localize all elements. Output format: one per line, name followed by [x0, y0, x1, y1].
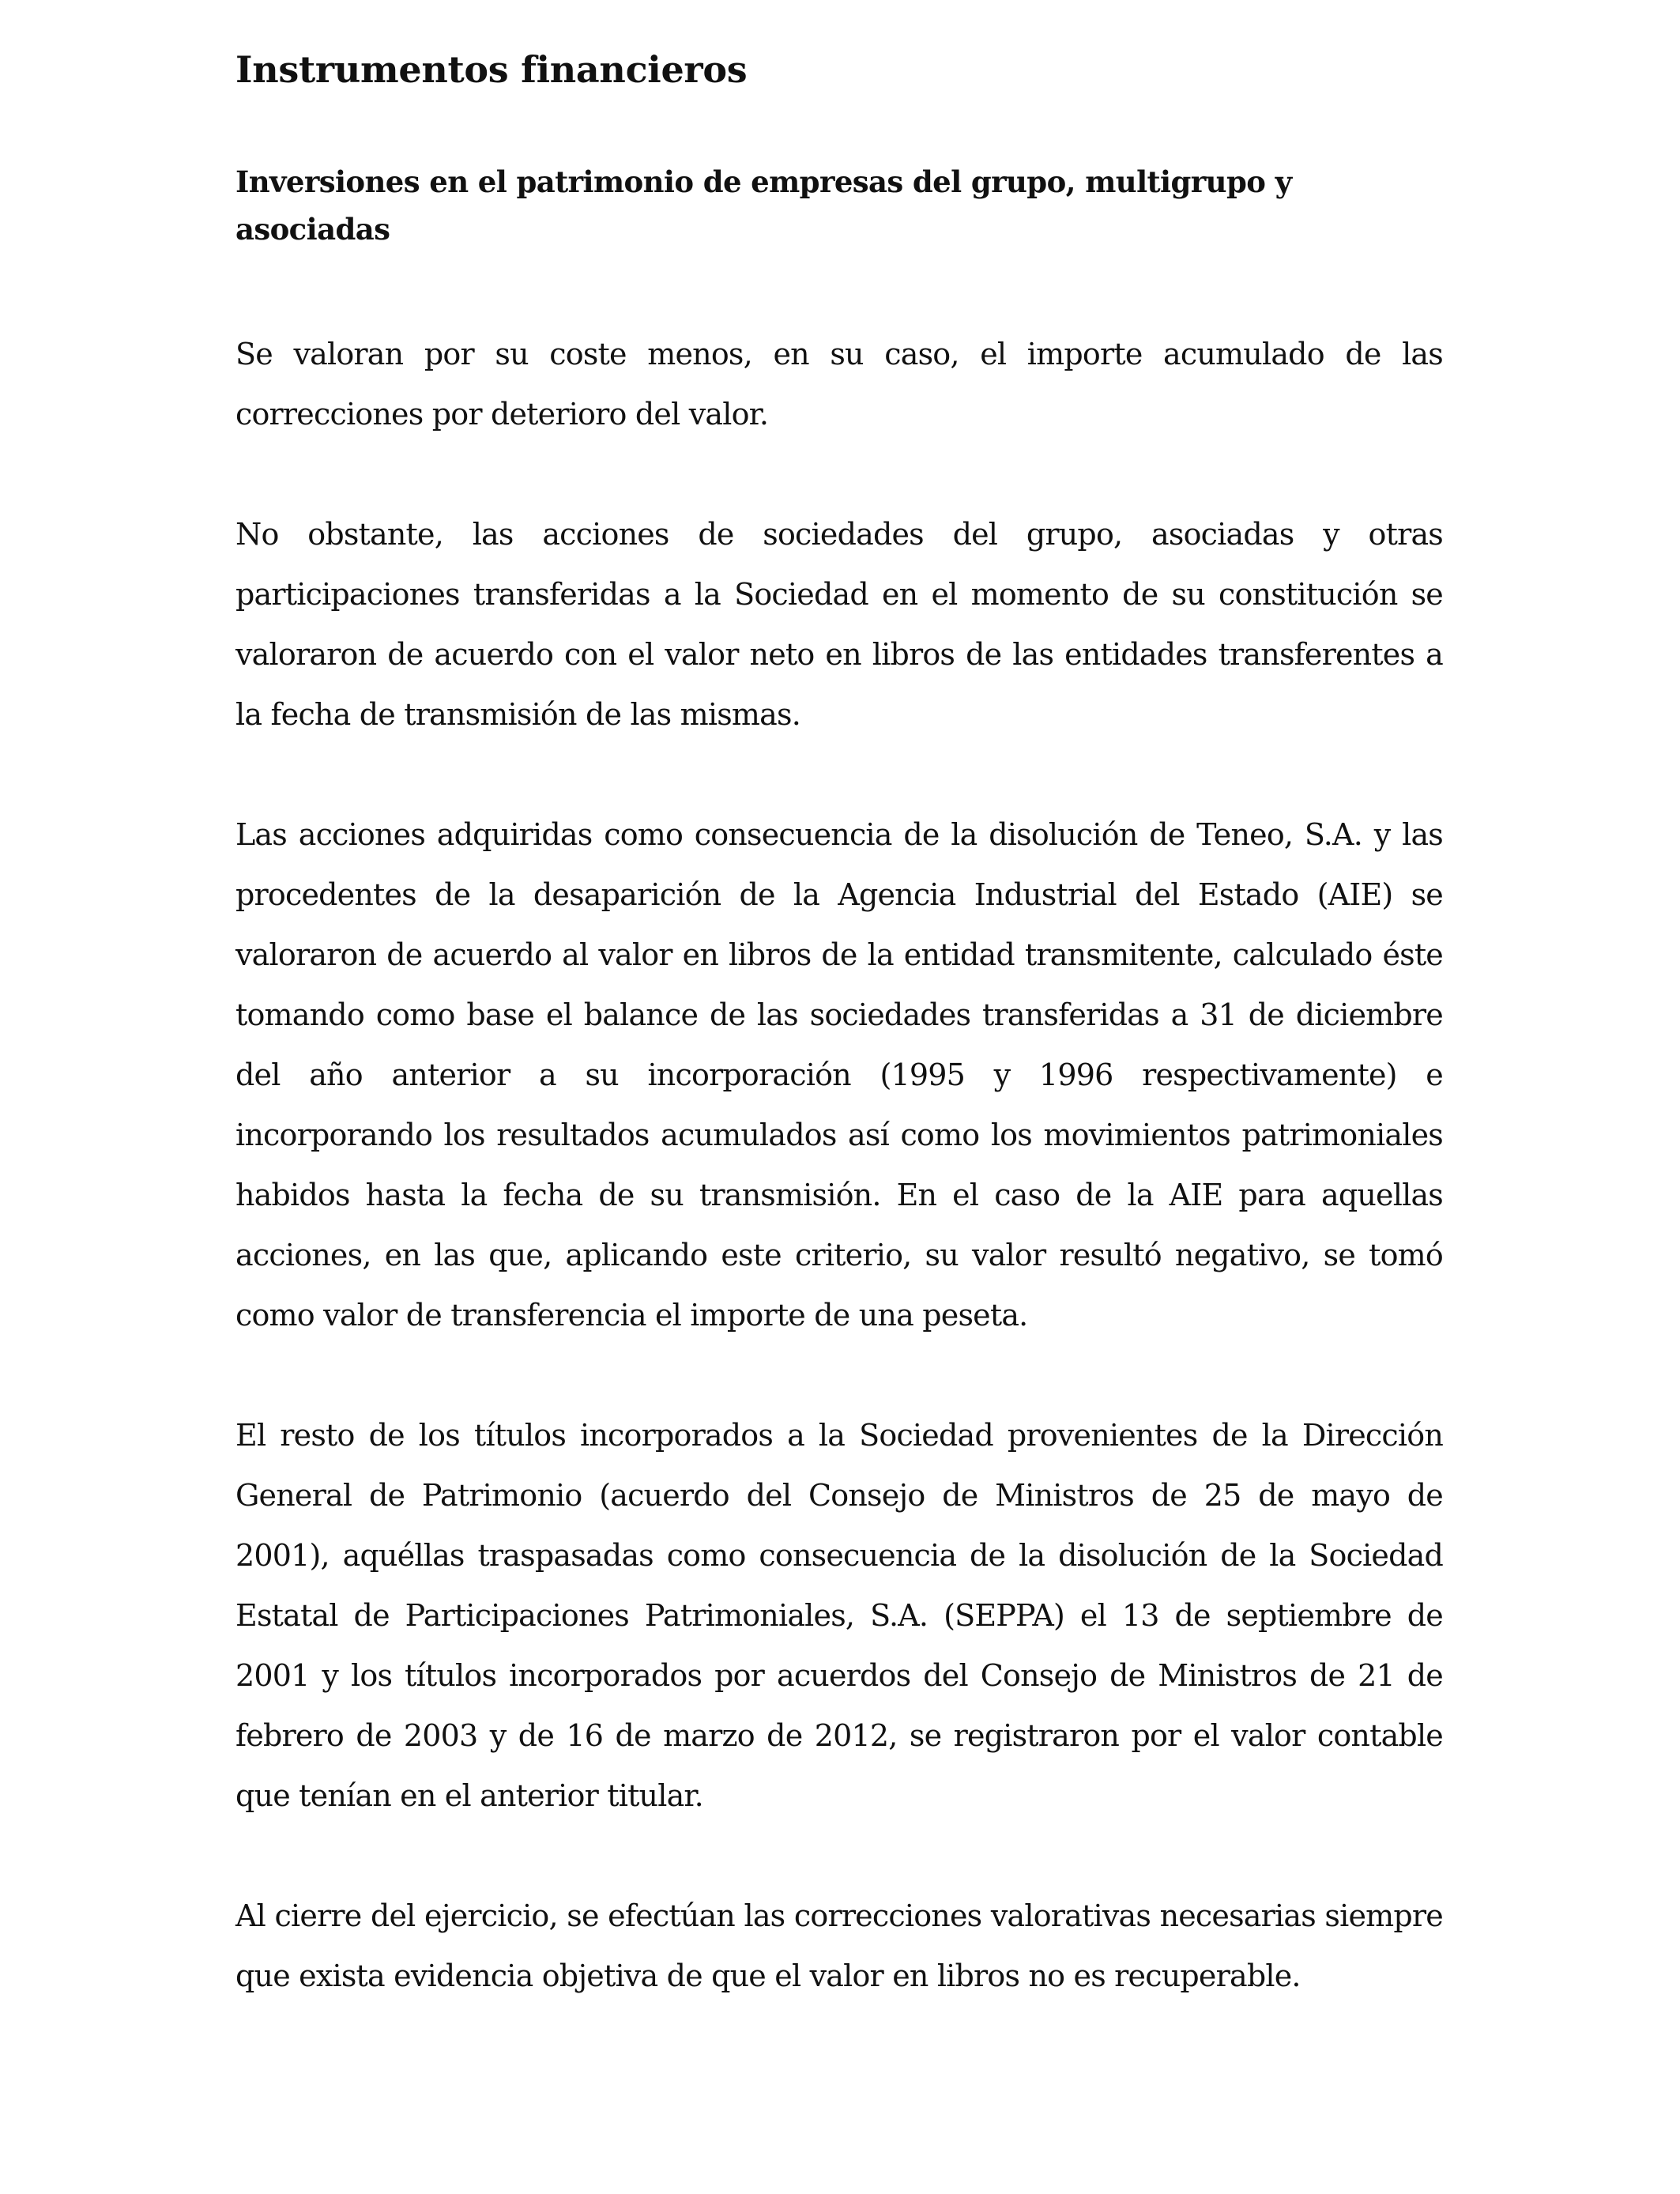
paragraph-valuation: Se valoran por su coste menos, en su caso, el importe acumulado de las correcciones por deterioro del valor.: [235, 337, 1443, 432]
paragraph-year-end: Al cierre del ejercicio, se efectúan las correcciones valorativas necesarias siempre que exista evidencia objetiva de que el valor en libros no es recuperable.: [235, 1898, 1443, 1993]
page-title: Instrumentos financieros: [235, 48, 748, 91]
paragraph-other-titles: El resto de los títulos incorporados a la Sociedad provenientes de la Dirección General de Patrimonio (acuerdo del Consejo de Ministros de 25 de mayo de 2001), aquéllas traspasadas como consecuencia de la disolución de la Sociedad Estatal de Participaciones Patrimoniales, S.A. (SEPPA) el 13 de septiembre de 2001 y los títulos incorporados por acuerdos del Consejo de Ministros de 21 de febrero de 2003 y de 16 de marzo de 2012, se registraron por el valor contable que tenían en el anterior titular.: [235, 1418, 1443, 1813]
document-body: [235, 38, 1443, 2006]
paragraph-constitution: No obstante, las acciones de sociedades del grupo, asociadas y otras participaciones transferidas a la Sociedad en el momento de su constitución se valoraron de acuerdo con el valor neto en libros de las entidades transferentes a la fecha de transmisión de las mismas.: [235, 517, 1443, 732]
section-heading: Inversiones en el patrimonio de empresas del grupo, multigrupo y asociadas: [235, 164, 1292, 247]
paragraph-teneo-aie: Las acciones adquiridas como consecuencia de la disolución de Teneo, S.A. y las procedentes de la desaparición de la Agencia Industrial del Estado (AIE) se valoraron de acuerdo al valor en libros de la entidad transmitente, calculado éste tomando como base el balance de las sociedades transferidas a 31 de diciembre del año anterior a su incorporación (1995 y 1996 respectivamente) e incorporando los resultados acumulados así como los movimientos patrimoniales habidos hasta la fecha de su transmisión. En el caso de la AIE para aquellas acciones, en las que, aplicando este criterio, su valor resultó negativo, se tomó como valor de transferencia el importe de una peseta.: [235, 817, 1443, 1333]
